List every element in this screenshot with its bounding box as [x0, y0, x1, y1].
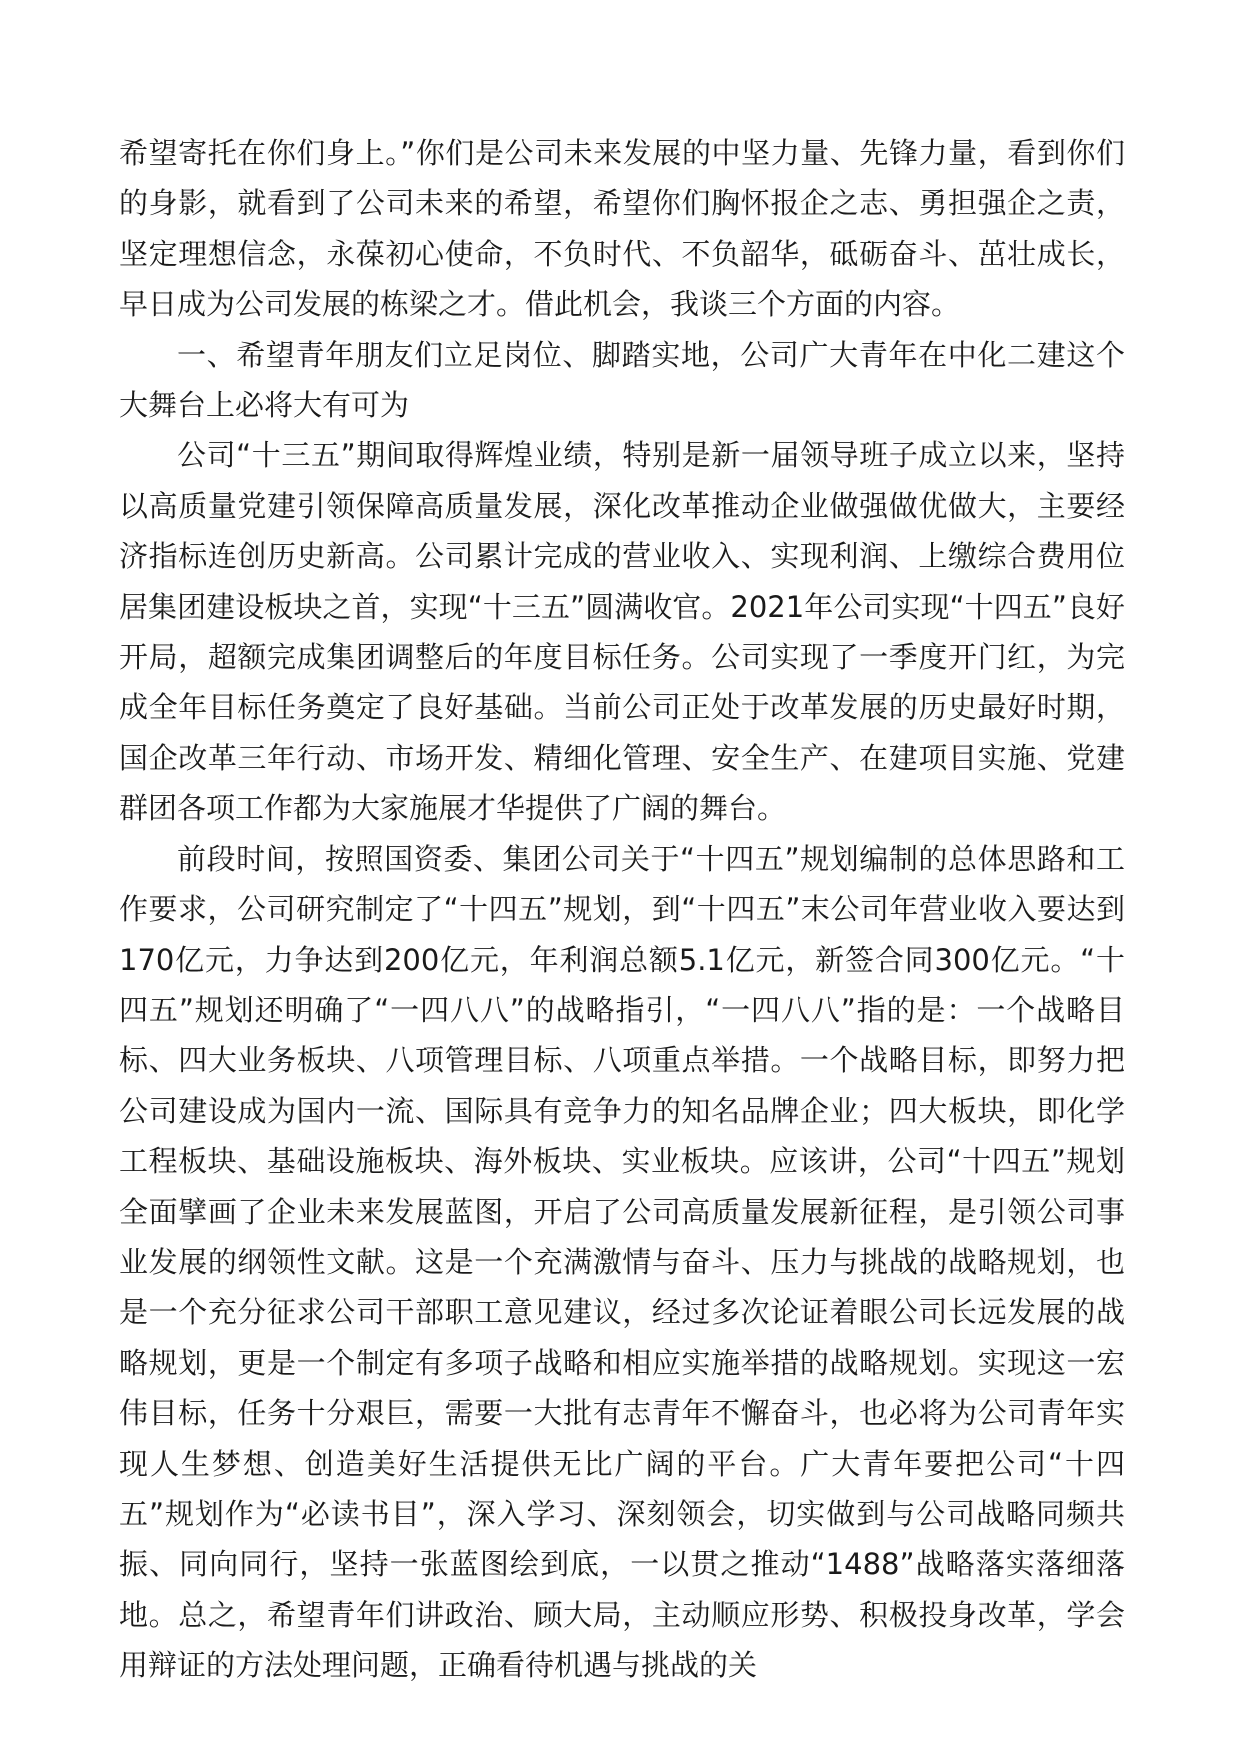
paragraph-continuation: 希望寄托在你们身上。”你们是公司未来发展的中坚力量、先锋力量，看到你们的身影，就看到了公司未来的希望，希望你们胸怀报企之志、勇担强企之责，坚定理想信念，永葆初心使命，不负时代、不负韶华，砥砺奋斗、茁壮成长，早日成为公司发展的栋梁之才。借此机会，我谈三个方面的内容。 — [119, 136, 1125, 322]
section-heading: 一、希望青年朋友们立足岗位、脚踏实地，公司广大青年在中化二建这个大舞台上必将大有可为 — [119, 337, 1125, 423]
document-body — [119, 128, 1125, 1691]
paragraph-body: 前段时间，按照国资委、集团公司关于“十四五”规划编制的总体思路和工作要求，公司研究制定了“十四五”规划，到“十四五”末公司年营业收入要达到170亿元，力争达到200亿元，年利润总额5.1亿元，新签合同300亿元。“十四五”规划还明确了“一四八八”的战略指引，“一四八八”指的是：一个战略目标、四大业务板块、八项管理目标、八项重点举措。一个战略目标，即努力把公司建设成为国内一流、国际具有竞争力的知名品牌企业；四大板块，即化学工程板块、基础设施板块、海外板块、实业板块。应该讲，公司“十四五”规划全面擘画了企业未来发展蓝图，开启了公司高质量发展新征程，是引领公司事业发展的纲领性文献。这是一个充满激情与奋斗、压力与挑战的战略规划，也是一个充分征求公司干部职工意见建议，经过多次论证着眼公司长远发展的战略规划，更是一个制定有多项子战略和相应实施举措的战略规划。实现这一宏伟目标，任务十分艰巨，需要一大批有志青年不懈奋斗，也必将为公司青年实现人生梦想、创造美好生活提供无比广阔的平台。广大青年要把公司“十四五”规划作为“必读书目”，深入学习、深刻领会，切实做到与公司战略同频共振、同向同行，坚持一张蓝图绘到底，一以贯之推动“1488”战略落实落细落地。总之，希望青年们讲政治、顾大局，主动顺应形势、积极投身改革，学会用辩证的方法处理问题，正确看待机遇与挑战的关 — [119, 841, 1125, 1683]
paragraph-body: 公司“十三五”期间取得辉煌业绩，特别是新一届领导班子成立以来，坚持以高质量党建引领保障高质量发展，深化改革推动企业做强做优做大，主要经济指标连创历史新高。公司累计完成的营业收入、实现利润、上缴综合费用位居集团建设板块之首，实现“十三五”圆满收官。2021年公司实现“十四五”良好开局，超额完成集团调整后的年度目标任务。公司实现了一季度开门红，为完成全年目标任务奠定了良好基础。当前公司正处于改革发展的历史最好时期，国企改革三年行动、市场开发、精细化管理、安全生产、在建项目实施、党建群团各项工作都为大家施展才华提供了广阔的舞台。 — [119, 438, 1125, 826]
